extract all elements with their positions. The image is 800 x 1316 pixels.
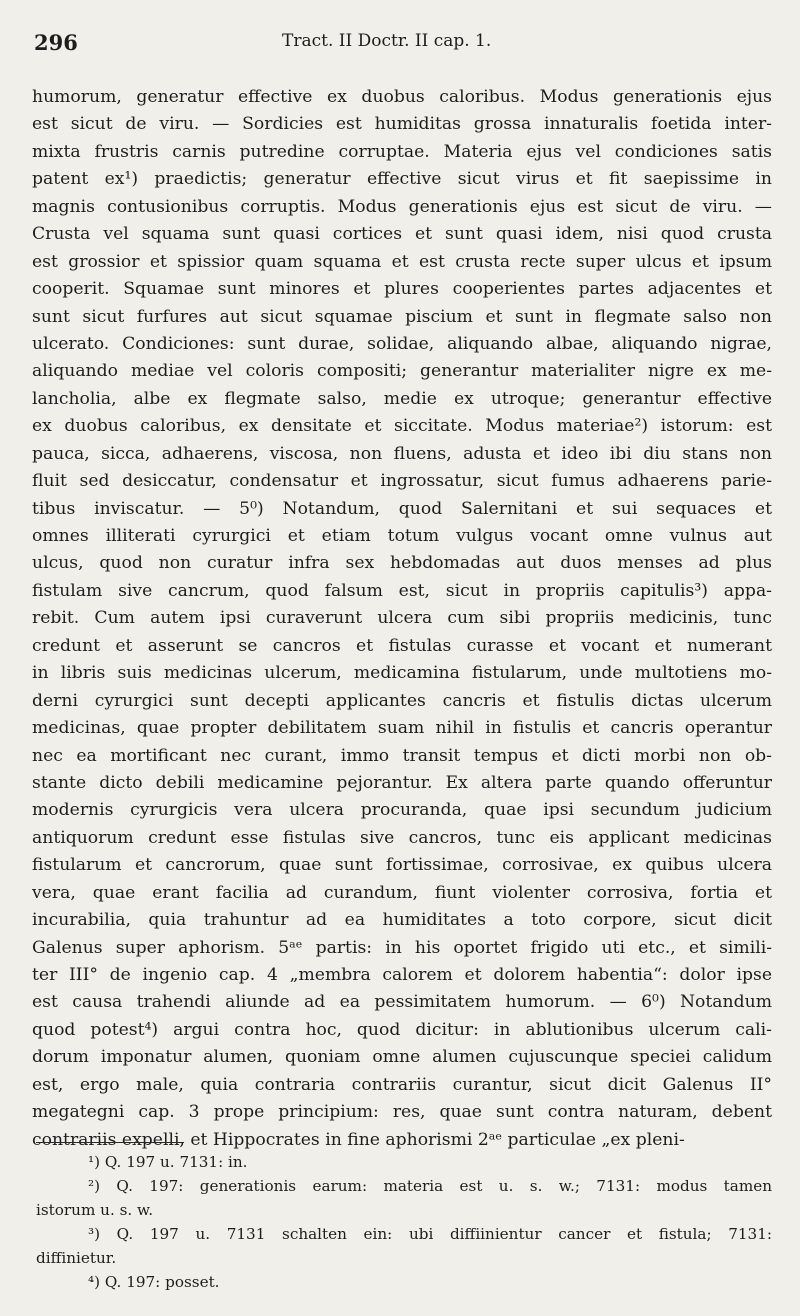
text-line: contrariis expelli, et Hippocrates in fine aphorismi 2ᵃᵉ particulae „ex pleni- <box>32 1129 685 1150</box>
text-line: mixta frustris carnis putredine corruptae. Materia ejus vel condiciones satis <box>32 141 772 162</box>
page-number: 296 <box>34 30 78 55</box>
footnote-divider <box>36 1142 184 1143</box>
text-line: in libris suis medicinas ulcerum, medicamina fistularum, unde multotiens mo- <box>32 663 772 684</box>
text-line: est, ergo male, quia contraria contrariis curantur, sicut dicit Galenus II° <box>32 1074 772 1095</box>
text-line: cooperit. Squamae sunt minores et plures cooperientes partes adjacentes et <box>32 279 772 300</box>
text-line: pauca, sicca, adhaerens, viscosa, non fluens, adusta et ideo ibi diu stans non <box>32 443 772 464</box>
footnote-3: ³) Q. 197 u. 7131 schalten ein: ubi diffiinientur cancer et fistula; 7131: <box>88 1225 772 1244</box>
text-line: ter III° de ingenio cap. 4 „membra calorem et dolorem habentia“: dolor ipse <box>32 965 772 985</box>
text-line: nec ea mortificant nec curant, immo transit tempus et dicti morbi non ob- <box>32 745 772 766</box>
footnote-2: ²) Q. 197: generationis earum: materia est u. s. w.; 7131: modus tamen <box>88 1177 772 1196</box>
text-line: Galenus super aphorism. 5ᵃᵉ partis: in his oportet frigido uti etc., et simili- <box>32 937 772 958</box>
running-head: Tract. II Doctr. II cap. 1. <box>282 31 492 51</box>
text-line: omnes illiterati cyrurgici et etiam totum vulgus vocant omne vulnus aut <box>32 526 772 546</box>
footnote-2-continued: istorum u. s. w. <box>36 1201 154 1220</box>
text-line: tibus inviscatur. — 5⁰) Notandum, quod Salernitani et sui sequaces et <box>32 498 772 519</box>
text-line: ulcerato. Condiciones: sunt durae, solidae, aliquando albae, aliquando nigrae, <box>32 333 772 354</box>
text-line: est sicut de viru. — Sordicies est humiditas grossa innaturalis foetida inter- <box>32 114 772 135</box>
text-line: megategni cap. 3 prope principium: res, quae sunt contra naturam, debent <box>32 1102 772 1123</box>
text-line: sunt sicut furfures aut sicut squamae piscium et sunt in flegmate salso non <box>32 306 772 327</box>
footnote-3-continued: diffinietur. <box>36 1249 117 1268</box>
text-line: est causa trahendi aliunde ad ea pessimitatem humorum. — 6⁰) Notandum <box>32 992 772 1013</box>
text-line: dorum imponatur alumen, quoniam omne alumen cujuscunque speciei calidum <box>32 1047 772 1068</box>
text-line: stante dicto debili medicamine pejorantur. Ex altera parte quando offeruntur <box>32 772 772 793</box>
text-line: fistulam sive cancrum, quod falsum est, sicut in propriis capitulis³) appa- <box>32 580 772 601</box>
text-line: incurabilia, quia trahuntur ad ea humiditates a toto corpore, sicut dicit <box>32 910 772 931</box>
text-line: derni cyrurgici sunt decepti applicantes cancris et fistulis dictas ulcerum <box>32 690 772 711</box>
footnote-1: ¹) Q. 197 u. 7131: in. <box>88 1153 248 1171</box>
text-line: fistularum et cancrorum, quae sunt fortissimae, corrosivae, ex quibus ulcera <box>32 855 772 876</box>
text-line: humorum, generatur effective ex duobus caloribus. Modus generationis ejus <box>32 87 772 107</box>
text-line: credunt et asserunt se cancros et fistulas curasse et vocant et numerant <box>32 635 772 656</box>
footnote-4: ⁴) Q. 197: posset. <box>88 1273 220 1292</box>
text-line: medicinas, quae propter debilitatem suam nihil in fistulis et cancris operantur <box>32 718 772 739</box>
text-line: patent ex¹) praedictis; generatur effective sicut virus et fit saepissime in <box>32 169 772 190</box>
footnotes <box>36 1150 772 1295</box>
text-line: magnis contusionibus corruptis. Modus generationis ejus est sicut de viru. — <box>32 196 772 217</box>
text-line: aliquando mediae vel coloris compositi; generantur materialiter nigre ex me- <box>32 361 772 382</box>
text-line: rebit. Cum autem ipsi curaverunt ulcera cum sibi propriis medicinis, tunc <box>32 608 772 629</box>
text-line: lancholia, albe ex flegmate salso, medie ex utroque; generantur effective <box>32 388 772 409</box>
text-line: Crusta vel squama sunt quasi cortices et sunt quasi idem, nisi quod crusta <box>32 224 772 245</box>
text-line: fluit sed desiccatur, condensatur et ingrossatur, sicut fumus adhaerens parie- <box>32 471 772 492</box>
page-header <box>0 30 800 64</box>
text-line: antiquorum credunt esse fistulas sive cancros, tunc eis applicant medicinas <box>32 827 772 848</box>
text-line: quod potest⁴) argui contra hoc, quod dicitur: in ablutionibus ulcerum cali- <box>32 1019 772 1040</box>
text-line: vera, quae erant facilia ad curandum, fiunt violenter corrosiva, fortia et <box>32 882 772 903</box>
text-line: ex duobus caloribus, ex densitate et siccitate. Modus materiae²) istorum: est <box>32 416 772 437</box>
main-text <box>32 84 772 1154</box>
text-line: est grossior et spissior quam squama et est crusta recte super ulcus et ipsum <box>32 251 772 272</box>
text-line: ulcus, quod non curatur infra sex hebdomadas aut duos menses ad plus <box>32 553 772 574</box>
text-line: modernis cyrurgicis vera ulcera procuranda, quae ipsi secundum judicium <box>32 800 772 821</box>
